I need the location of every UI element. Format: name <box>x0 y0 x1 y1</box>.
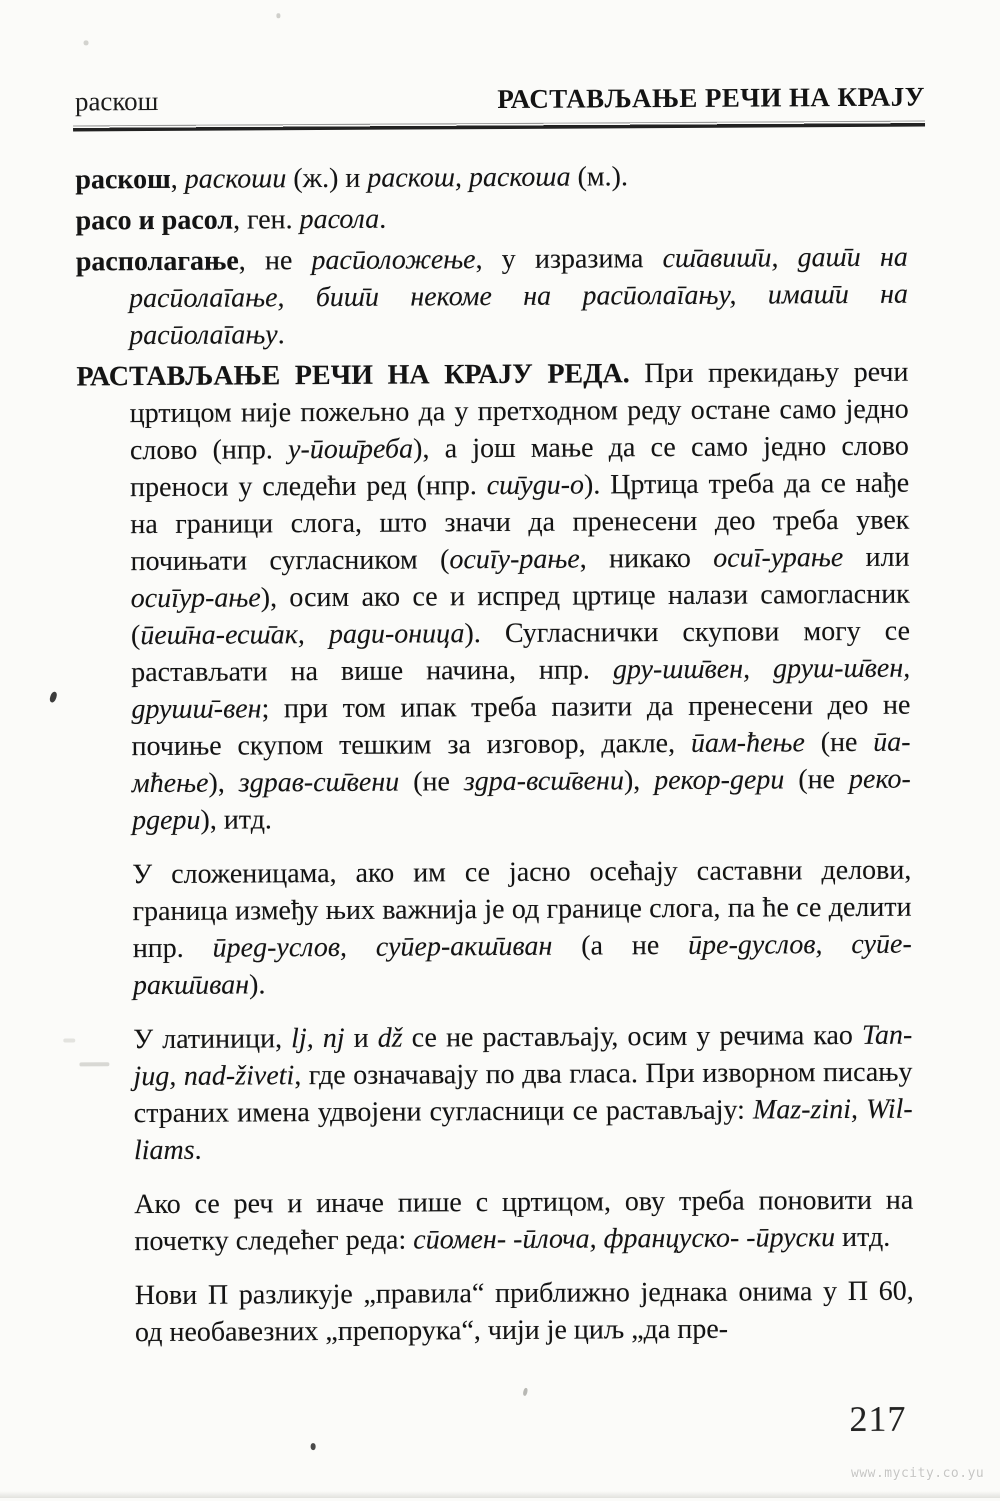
paragraph <box>80 1017 913 1170</box>
text-run: ), осим ако се и испред цртице налази самогласник ( <box>130 578 910 652</box>
text-run: У латиници, <box>133 1023 292 1056</box>
text-run: , где означавају по два гласа. При изворном писању страних имена удвојени сугласници се растављају: <box>133 1056 913 1130</box>
text-run: ; при том ипак треба пазити да пренесени део не почиње скупом тешким за изговор, дакле, <box>131 689 911 763</box>
text-run: , никако <box>579 542 714 575</box>
paragraph <box>79 852 912 1005</box>
italic-run: lj, nj <box>291 1022 345 1055</box>
header-rule <box>73 121 925 132</box>
italic-run: раскош, раскоша <box>367 161 571 194</box>
text-run: (а не <box>552 929 689 962</box>
text-run: ), <box>623 765 655 797</box>
site-watermark: www.mycity.co.yu <box>851 1466 985 1481</box>
dictionary-entry <box>75 198 907 240</box>
text-blocks <box>75 157 914 1352</box>
text-run: ), итд. <box>200 804 272 836</box>
text-run: (м.). <box>570 161 628 193</box>
italic-run: ūеш̄на-есш̄ак, ради-оница <box>140 618 465 652</box>
italic-run: осигур-ање <box>130 582 261 615</box>
italic-run: Tan-jug, nad-živeti <box>133 1019 913 1093</box>
italic-run: Maz-zini, Wil-liams <box>133 1093 913 1167</box>
scan-mark-pencil-dash <box>79 1062 109 1066</box>
text-run: ). <box>248 969 266 1001</box>
text-run: ), <box>208 767 239 799</box>
running-head-left-word: раскош <box>74 85 159 117</box>
italic-run: рекор-дери <box>654 764 785 797</box>
italic-run: здра-всш̄вени <box>463 765 624 798</box>
scan-bottom-edge <box>0 1491 1000 1498</box>
italic-run: ūред-услов, суūер-акш̄иван <box>212 930 553 964</box>
bold-run: расо и расол <box>75 204 234 237</box>
italic-run: дру-шш̄вен, друш-ш̄вен, друшш̄-вен <box>131 652 911 726</box>
text-run: У сложеницама, ако им се јасно осећају саставни делови, граница између њих важнија је од границе слога, па ће се делити нпр. <box>132 854 912 965</box>
text-run: , не <box>238 245 312 277</box>
italic-run: ūре-дуслов, суūе-ракш̄иван <box>132 928 912 1002</box>
text-run: се не растављају, осим у речима као <box>402 1019 863 1054</box>
text-run: . <box>194 1134 202 1166</box>
text-run: . <box>379 203 387 235</box>
italic-run: сш̄авиш̄и, даш̄и на расūолагање, биш̄и некоме на расūолагању, имаш̄и на расūолагању <box>128 241 909 352</box>
italic-run: реко-рдери <box>131 763 911 837</box>
text-run: или <box>843 541 910 574</box>
scan-speck <box>311 1443 316 1450</box>
scan-mark-pencil-dash <box>63 1038 75 1042</box>
text-run: ), а још мање да се само једно слово преноси у следећи ред (нпр. <box>130 430 909 504</box>
dictionary-entry <box>75 157 907 199</box>
paragraph <box>82 1273 914 1352</box>
italic-run: расола <box>299 203 380 236</box>
text-run: и <box>344 1022 378 1054</box>
text-run: , <box>170 163 185 195</box>
italic-run: сūомен- -ūлоча, француско- -ūруски <box>413 1222 836 1256</box>
text-run: , у изразима <box>475 243 663 276</box>
dictionary-entry <box>76 239 909 355</box>
text-run: (не <box>804 726 874 759</box>
dictionary-entry <box>76 354 911 840</box>
scan-speck <box>276 13 280 18</box>
text-run: ). Цртица треба да се нађе на граници слога, што значи да пренесени део треба увек почињати сугласником ( <box>130 467 910 578</box>
page-number: 217 <box>849 1398 907 1440</box>
text-run: При прекидању речи цртицом није пожељно да у претходном реду остане само једно слово (нпр. <box>129 356 909 467</box>
text-run: ). Сугласнички скупови могу се растављати на више начина, нпр. <box>131 615 911 689</box>
italic-run: расūоложење <box>311 244 476 277</box>
text-run: (не <box>784 764 850 796</box>
text-run: Ако се реч и иначе пише с цртицом, ову треба поновити на почетку следећег реда: <box>134 1184 914 1258</box>
italic-run: осигу-рање <box>449 543 580 576</box>
text-run: Нови П разликује „правила“ приближно једнака онима у П 60, од необавезних „препорука“, чији је циљ „да пре- <box>134 1275 914 1349</box>
italic-run: здрав-сш̄вени <box>238 766 400 799</box>
bold-run: РАСТАВЉАЊЕ РЕЧИ НА КРАЈУ РЕДА. <box>76 358 630 393</box>
scan-mark-apostrophe <box>49 691 58 703</box>
text-run: итд. <box>835 1221 891 1254</box>
text-run: , ген. <box>232 204 300 236</box>
italic-run: dž <box>377 1022 403 1054</box>
italic-run: ūам-ћење <box>690 727 805 759</box>
italic-run: осиг-урање <box>713 542 844 574</box>
page-body <box>75 157 914 1352</box>
italic-run: ūа-мћење <box>131 726 911 800</box>
paragraph <box>81 1182 913 1261</box>
scan-speck <box>84 40 89 45</box>
text-run: . <box>277 319 285 351</box>
scan-speck <box>522 1388 528 1397</box>
running-head-right-title: РАСТАВЉАЊЕ РЕЧИ НА КРАЈУ <box>497 81 925 115</box>
bold-run: раскош <box>75 163 171 196</box>
text-run: (не <box>399 766 464 798</box>
italic-run: сш̄уди-о <box>486 469 585 502</box>
running-head <box>75 82 925 118</box>
italic-run: раскоши <box>184 163 287 195</box>
bold-run: располагање <box>75 245 239 278</box>
text-run: (ж.) и <box>286 162 368 195</box>
italic-run: у-ūош̄реба <box>287 433 414 466</box>
